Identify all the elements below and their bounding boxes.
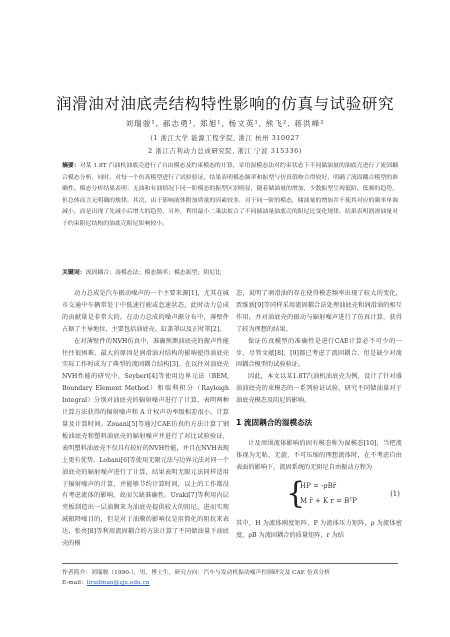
footnote-author: 作者简介：刘瑞骏（1990-），男，博士生，研究方向：汽车与发动机振动噪声控制研究及 CAE 仿真分析 — [62, 570, 331, 576]
right-column — [236, 288, 402, 542]
body-paragraph: 因此，本文以某1.8T汽油机油底壳为例，设计了针对盛油油底壳的束模态的一系列验证试验，研究不同储油量对于油底壳模态及阻尼的影响。 — [236, 373, 402, 405]
body-paragraph: 保证仿真模型的准确性是进行CAE计算必不可少的一步，尽管文献[8]、[9]都已考虑了流固耦合，但是缺少对流固耦合模型的试验验证。 — [236, 337, 402, 369]
body-paragraph: 态，说明了润滑油的存在使得模态频率出现了较大的变化，贾维新[9]等同样采用流固耦合法处理油底壳和润滑油的相互作用，并对油底壳的振动与辐射噪声进行了仿真计算，获得了较为理想的结果。 — [236, 290, 402, 333]
equation-brace: { — [286, 475, 306, 511]
section-heading: 1 流固耦合的湿模态法 — [236, 418, 313, 428]
body-paragraph: 在对薄壁件的NVH仿真中，准确预测油底壳的振声性能往往很困难，最大的原因是润滑油对结构的影响使得油底壳实际工作时成为了典型的流固耦合结构[3]。在以往对油底壳NVH性能的研究中，Seybert[4]等使用边界元法（BEM, Boundary Element Method）和瑞利积分（Rayleigh Integral）分别对油底壳的辐射噪声进行了计算，表明两种计算方法获得的辐射噪声和 A 计权声功率级相差很小，计算量及计算时间。Zouani[5]等通过CAE仿真的方法计算了钢板油底壳和塑料油底壳的辐射噪声并进行了对比试验验证，表明塑料油底壳不仅具有较好的NVH性能，并且在NVH表现上更有优势。Lohani[6]等使用无限元法与边界元法对同一个油底壳的辐射噪声进行了计算，结果表明无限元法同样适用于辐射噪声的计算，并能够节约计算时间，以上的工作都没有考虑流体的影响，故而欠缺准确性。Uraki[7]等利用内层夹板制造出一层油膜来为油底壳提供较大的阻尼，进而实现减振降噪目的，但是对于油膜的影响仅是用简化的阻抗来表达，张亮[8]等利用流固耦合的方法计算了不同储油量下油底壳的模 — [62, 337, 229, 548]
equation-line-1: HP = -ρBr̈ — [300, 481, 337, 490]
body-paragraph: 计及周围流体影响的固有模态称为湿模态[10]，当把流体视为无粘、无旋、不可压缩的理想流体时，在不考虑自由表面的影响下，流固系统的无阻尼自由振动方程为 — [236, 439, 402, 471]
paper-title: 润滑油对油底壳结构特性影响的仿真与试验研究 — [55, 95, 395, 113]
abstract-label: 摘要： — [62, 163, 80, 169]
left-column — [62, 288, 229, 550]
body-paragraph: 其中，H 为流体刚度矩阵，P 为流体压力矩阵，ρ 为流体密度，ρB 为流固耦合的质量矩阵，r 为结 — [236, 519, 402, 539]
footnote-email-line — [62, 578, 398, 588]
abstract — [62, 161, 398, 231]
email-link[interactable]: liruifman@zju.edu.cn — [86, 580, 150, 586]
footnote-rule — [62, 563, 398, 564]
email-label: E-mail： — [62, 580, 87, 586]
affiliation-1: (1 浙江大学 能源工程学院, 浙江 杭州 310027 — [150, 134, 300, 142]
keywords — [62, 267, 398, 276]
author-list: 刘瑞骏¹, 郝志勇¹, 郑旭¹, 杨文英¹, 熊飞², 蒋洪峰² — [125, 119, 325, 128]
keywords-label: 关键词： — [62, 270, 86, 276]
body-paragraph: 动力总成是汽车振动噪声的一个主要来源[1]，尤其在城市交通中车辆常处于中低速行驶或怠速状态，此时动力总成的贡献量是非常大的。在动力总成的噪声源分布中，薄壁件占据了主导地位，主要包括油底壳、缸盖罩以及正时罩[2]。 — [62, 290, 229, 333]
footnote — [62, 568, 398, 588]
equation-line-2: M r̈ + K r = BᵀP — [300, 496, 357, 505]
affiliation-2: 2 浙江吉利动力总成研究院, 浙江 宁波 315336) — [148, 147, 302, 155]
equation-1 — [236, 475, 402, 512]
equation-number: (1) — [390, 489, 400, 498]
abstract-text: 对某 1.8T 汽油机油底壳进行了自由模态及约束模态的计算，采用湿模态法对约束状态下不同储油量的油底壳进行了流固耦合模态分析，同时，对每一个仿真模型进行了试验验证，结果表明模态频率和振型与仿真值吻合得较好，明确了流固耦合模型的准确性。模态分析结果表明：无油和有油情况下同一阶模态的振型区别明显，随着储油量的增加，少数振型呈现低阶、低频的趋势，但总体而言无明确的规律。其次，由于影响液体附加质量的因素较多，对于同一阶的模态，储油量的增加并不使其对应的频率单调减小，而是出现了先减小后增大的趋势，另外，利用最小二乘法拟合了不同储油量油底壳的阻尼比变化规律，结果表明润滑油量对于约束阻尼结构的油底壳阻尼影响较小。 — [62, 163, 398, 227]
keywords-text: 流固耦合；湿模态法；模态频率；模态振型；阻尼比 — [85, 270, 222, 276]
